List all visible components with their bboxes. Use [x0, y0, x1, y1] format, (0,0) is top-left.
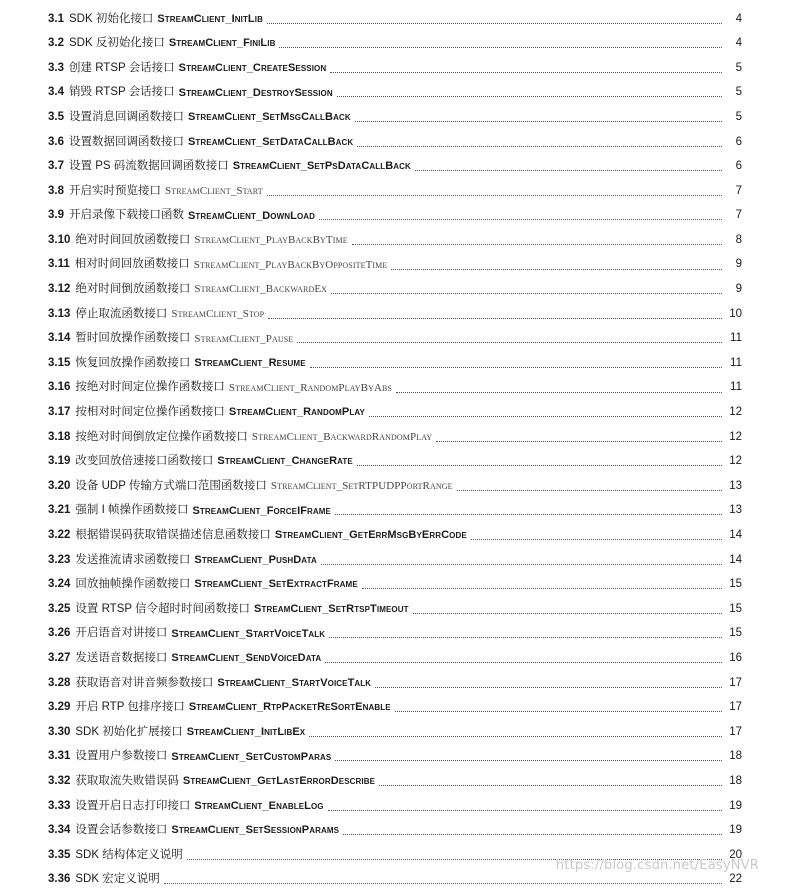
toc-section-number: 3.17: [48, 406, 71, 419]
toc-page-number: 20: [729, 848, 742, 861]
toc-dot-leader: [267, 22, 722, 24]
toc-dot-leader: [369, 415, 722, 417]
toc-entry[interactable]: [48, 376, 742, 401]
toc-api-name: StreamClient_SetRTPUDPPortRange: [270, 480, 453, 493]
toc-api-name: StreamClient_InitLib: [157, 12, 263, 25]
toc-dot-leader: [319, 218, 722, 220]
toc-dot-leader: [396, 391, 722, 393]
toc-entry[interactable]: [48, 401, 742, 426]
toc-dot-leader: [335, 513, 722, 515]
toc-dot-leader: [375, 686, 722, 688]
toc-section-title: SDK 结构体定义说明: [75, 848, 183, 861]
toc-api-name: StreamClient_FiniLib: [168, 37, 276, 50]
toc-api-name: StreamClient_RtpPacketReSortEnable: [188, 701, 391, 714]
toc-dot-leader: [321, 563, 722, 565]
toc-page-number: 13: [729, 479, 742, 492]
toc-page-number: 4: [735, 37, 742, 50]
toc-entry[interactable]: [48, 843, 742, 868]
toc-section-number: 3.8: [48, 184, 64, 197]
toc-page-number: 17: [729, 676, 742, 689]
toc-entry[interactable]: [48, 204, 742, 229]
toc-api-name: StreamClient_SetPsDataCallBack: [232, 160, 411, 173]
toc-api-name: StreamClient_SetMsgCallBack: [188, 111, 351, 124]
toc-page-number: 11: [730, 381, 742, 394]
toc-section-title: 恢复回放操作函数接口: [75, 356, 191, 369]
toc-section-title: 设备 UDP 传输方式端口范围函数接口: [75, 479, 267, 492]
toc-section-title: 开启实时预览接口: [69, 184, 161, 197]
toc-section-number: 3.26: [48, 627, 71, 640]
toc-section-number: 3.2: [48, 37, 64, 50]
toc-section-title: 暂时回放操作函数接口: [75, 332, 191, 345]
toc-entry[interactable]: [48, 228, 742, 253]
toc-section-title: 开启 RTP 包排序接口: [75, 701, 185, 714]
toc-section-number: 3.35: [48, 848, 71, 861]
toc-api-name: StreamClient_Start: [165, 184, 263, 197]
toc-page-number: 13: [729, 504, 742, 517]
toc-api-name: StreamClient_SetRtspTimeout: [254, 603, 409, 616]
toc-entry[interactable]: [48, 253, 742, 278]
toc-section-number: 3.13: [48, 307, 71, 320]
toc-section-title: 设置 RTSP 信令超时时间函数接口: [75, 602, 251, 615]
toc-api-name: StreamClient_SetSessionParams: [171, 824, 340, 837]
toc-page-number: 16: [729, 651, 742, 664]
toc-section-title: 绝对时间倒放函数接口: [75, 283, 191, 296]
toc-section-title: 设置开启日志打印接口: [75, 799, 191, 812]
toc-page-number: 9: [735, 283, 742, 296]
toc-page-number: 17: [729, 701, 742, 714]
toc-page-number: 5: [735, 61, 742, 74]
toc-dot-leader: [268, 317, 722, 319]
toc-page-number: 17: [729, 725, 742, 738]
toc-api-name: StreamClient_StartVoiceTalk: [217, 676, 372, 689]
toc-dot-leader: [310, 366, 722, 368]
toc-section-title: 销毁 RTSP 会话接口: [69, 86, 175, 99]
toc-api-name: StreamClient_EnableLog: [194, 799, 324, 812]
toc-section-number: 3.12: [48, 283, 71, 296]
toc-page-number: 9: [735, 258, 742, 271]
toc-page-number: 7: [735, 209, 742, 222]
toc-entry[interactable]: [48, 56, 742, 81]
toc-entry[interactable]: [48, 794, 742, 819]
toc-api-name: StreamClient_PlayBackByTime: [194, 234, 348, 247]
toc-section-number: 3.1: [48, 12, 64, 25]
toc-page-number: 7: [735, 184, 742, 197]
toc-section-title: 开启录像下载接口函数: [69, 209, 184, 222]
toc-page-number: 4: [735, 12, 742, 25]
toc-dot-leader: [328, 809, 722, 811]
toc-section-title: 获取语音对讲音频参数接口: [75, 676, 214, 689]
toc-dot-leader: [471, 538, 722, 540]
toc-entry[interactable]: [48, 597, 742, 622]
toc-api-name: StreamClient_PushData: [194, 553, 317, 566]
toc-dot-leader: [457, 489, 722, 491]
toc-dot-leader: [436, 440, 722, 442]
toc-api-name: StreamClient_CreateSession: [178, 61, 327, 74]
toc-section-number: 3.7: [48, 160, 64, 173]
toc-section-title: 按绝对时间定位操作函数接口: [75, 381, 225, 394]
toc-section-number: 3.25: [48, 602, 71, 615]
toc-section-title: 绝对时间回放函数接口: [75, 233, 191, 246]
toc-entry[interactable]: [48, 105, 742, 130]
toc-dot-leader: [379, 784, 722, 786]
toc-page-number: 12: [729, 455, 742, 468]
toc-section-title: SDK 宏定义说明: [75, 873, 160, 886]
toc-page-number: 6: [735, 160, 742, 173]
toc-dot-leader: [391, 268, 722, 270]
toc-dot-leader: [329, 636, 722, 638]
toc-section-number: 3.31: [48, 750, 71, 763]
table-of-contents: [48, 7, 742, 892]
toc-section-number: 3.22: [48, 529, 71, 542]
toc-page-number: 14: [729, 553, 742, 566]
toc-page-number: 15: [729, 578, 742, 591]
toc-entry[interactable]: [48, 646, 742, 671]
toc-api-name: StreamClient_ChangeRate: [217, 455, 353, 468]
toc-section-number: 3.14: [48, 332, 71, 345]
toc-entry[interactable]: [48, 523, 742, 548]
toc-section-number: 3.23: [48, 553, 71, 566]
toc-api-name: StreamClient_SetExtractFrame: [194, 578, 358, 591]
toc-section-number: 3.18: [48, 430, 71, 443]
toc-api-name: StreamClient_ForceIFrame: [192, 504, 331, 517]
toc-dot-leader: [395, 710, 722, 712]
toc-entry[interactable]: [48, 622, 742, 647]
toc-api-name: StreamClient_InitLibEx: [186, 726, 306, 739]
toc-section-title: 停止取流函数接口: [75, 307, 168, 320]
toc-dot-leader: [164, 882, 722, 884]
toc-section-title: 发送语音数据接口: [75, 651, 168, 664]
toc-page-number: 5: [735, 86, 742, 99]
toc-entry[interactable]: [48, 474, 742, 499]
toc-entry[interactable]: [48, 32, 742, 57]
toc-dot-leader: [335, 759, 722, 761]
toc-section-title: 开启语音对讲接口: [75, 627, 168, 640]
toc-entry[interactable]: [48, 81, 742, 106]
toc-entry[interactable]: [48, 548, 742, 573]
toc-entry[interactable]: [48, 179, 742, 204]
toc-page-number: 10: [729, 307, 742, 320]
toc-page-number: 22: [729, 873, 742, 886]
toc-entry[interactable]: [48, 671, 742, 696]
toc-api-name: StreamClient_Resume: [194, 357, 306, 370]
toc-section-title: 创建 RTSP 会话接口: [69, 61, 175, 74]
toc-page-number: 6: [735, 135, 742, 148]
toc-dot-leader: [352, 243, 722, 245]
toc-dot-leader: [330, 71, 722, 73]
toc-entry[interactable]: [48, 130, 742, 155]
toc-dot-leader: [357, 145, 722, 147]
toc-section-number: 3.15: [48, 356, 71, 369]
toc-entry[interactable]: [48, 745, 742, 770]
toc-entry[interactable]: [48, 573, 742, 598]
toc-entry[interactable]: [48, 278, 742, 303]
toc-section-number: 3.32: [48, 774, 71, 787]
toc-section-number: 3.10: [48, 233, 71, 246]
watermark: https://blog.csdn.net/EasyNVR: [555, 858, 759, 873]
toc-section-number: 3.11: [48, 258, 70, 271]
toc-page-number: 8: [735, 233, 742, 246]
toc-dot-leader: [279, 46, 722, 48]
toc-entry[interactable]: [48, 769, 742, 794]
toc-entry[interactable]: [48, 425, 742, 450]
toc-dot-leader: [297, 341, 722, 343]
toc-page-number: 19: [729, 799, 742, 812]
toc-entry[interactable]: [48, 720, 742, 745]
toc-page-number: 15: [729, 602, 742, 615]
toc-dot-leader: [343, 833, 722, 835]
toc-section-number: 3.30: [48, 725, 71, 738]
toc-dot-leader: [309, 735, 722, 737]
toc-section-number: 3.3: [48, 61, 64, 74]
toc-entry[interactable]: [48, 819, 742, 844]
toc-section-number: 3.28: [48, 676, 71, 689]
toc-section-title: 设置消息回调函数接口: [69, 110, 184, 123]
toc-api-name: StreamClient_GetLastErrorDescribe: [182, 775, 376, 788]
toc-section-title: 强制 I 帧操作函数接口: [75, 504, 189, 517]
toc-dot-leader: [362, 587, 722, 589]
toc-page-number: 18: [729, 774, 742, 787]
toc-api-name: StreamClient_SetCustomParas: [171, 750, 332, 763]
toc-section-title: 设置会话参数接口: [75, 824, 168, 837]
toc-entry[interactable]: [48, 155, 742, 180]
toc-section-title: 根据错误码获取错误描述信息函数接口: [75, 529, 271, 542]
toc-section-title: 设置用户参数接口: [75, 750, 168, 763]
toc-section-number: 3.20: [48, 479, 71, 492]
toc-section-number: 3.29: [48, 701, 71, 714]
toc-api-name: StreamClient_SendVoiceData: [171, 652, 322, 665]
toc-dot-leader: [337, 95, 722, 97]
toc-api-name: StreamClient_Pause: [194, 332, 294, 345]
toc-api-name: StreamClient_RandomPlay: [228, 406, 365, 419]
toc-entry[interactable]: [48, 499, 742, 524]
toc-api-name: StreamClient_PlayBackByOppositeTime: [193, 258, 388, 271]
toc-section-number: 3.19: [48, 455, 71, 468]
toc-dot-leader: [267, 194, 722, 196]
toc-api-name: StreamClient_BackwardEx: [194, 283, 328, 296]
toc-entry[interactable]: [48, 302, 742, 327]
toc-page-number: 14: [729, 529, 742, 542]
toc-section-title: SDK 反初始化接口: [69, 37, 165, 50]
toc-section-number: 3.27: [48, 651, 71, 664]
toc-api-name: StreamClient_RandomPlayByAbs: [228, 381, 392, 394]
toc-section-title: 按相对时间定位操作函数接口: [75, 406, 225, 419]
toc-page-number: 5: [735, 110, 742, 123]
toc-section-title: 获取取流失败错误码: [75, 774, 179, 787]
toc-dot-leader: [357, 464, 722, 466]
toc-section-title: 改变回放倍速接口函数接口: [75, 455, 214, 468]
toc-section-number: 3.34: [48, 824, 71, 837]
toc-section-number: 3.16: [48, 381, 71, 394]
toc-dot-leader: [415, 169, 722, 171]
toc-section-number: 3.36: [48, 873, 71, 886]
toc-dot-leader: [331, 292, 722, 294]
toc-api-name: StreamClient_DestroySession: [178, 86, 333, 99]
toc-page-number: 18: [729, 750, 742, 763]
toc-section-title: 设置数据回调函数接口: [69, 135, 184, 148]
toc-page-number: 19: [729, 824, 742, 837]
toc-page-number: 12: [729, 406, 742, 419]
toc-section-number: 3.24: [48, 578, 71, 591]
toc-api-name: StreamClient_DownLoad: [188, 209, 316, 222]
toc-page-number: 12: [729, 430, 742, 443]
toc-page-number: 11: [730, 332, 742, 345]
toc-dot-leader: [355, 120, 722, 122]
toc-page-number: 15: [729, 627, 742, 640]
toc-section-title: 发送推流请求函数接口: [75, 553, 191, 566]
toc-api-name: StreamClient_StartVoiceTalk: [171, 627, 326, 640]
toc-entry[interactable]: [48, 868, 742, 892]
toc-api-name: StreamClient_BackwardRandomPlay: [251, 430, 433, 443]
toc-dot-leader: [187, 858, 722, 860]
toc-section-number: 3.4: [48, 86, 64, 99]
toc-entry[interactable]: [48, 7, 742, 32]
toc-section-title: 设置 PS 码流数据回调函数接口: [69, 160, 229, 173]
toc-api-name: StreamClient_Stop: [171, 307, 265, 320]
toc-api-name: StreamClient_SetDataCallBack: [188, 135, 354, 148]
toc-dot-leader: [325, 661, 722, 663]
toc-entry[interactable]: [48, 450, 742, 475]
toc-section-title: 相对时间回放函数接口: [74, 258, 190, 271]
toc-entry[interactable]: [48, 696, 742, 721]
toc-dot-leader: [413, 612, 722, 614]
toc-section-title: 按绝对时间倒放定位操作函数接口: [75, 430, 248, 443]
toc-entry[interactable]: [48, 327, 742, 352]
toc-section-number: 3.21: [48, 504, 71, 517]
toc-section-title: SDK 初始化接口: [69, 12, 154, 25]
toc-section-title: SDK 初始化扩展接口: [75, 725, 183, 738]
toc-section-title: 回放抽帧操作函数接口: [75, 578, 191, 591]
toc-api-name: StreamClient_GetErrMsgByErrCode: [274, 529, 467, 542]
toc-section-number: 3.33: [48, 799, 71, 812]
toc-section-number: 3.9: [48, 209, 64, 222]
toc-entry[interactable]: [48, 351, 742, 376]
toc-section-number: 3.5: [48, 110, 64, 123]
toc-section-number: 3.6: [48, 135, 64, 148]
toc-page-number: 11: [730, 356, 742, 369]
